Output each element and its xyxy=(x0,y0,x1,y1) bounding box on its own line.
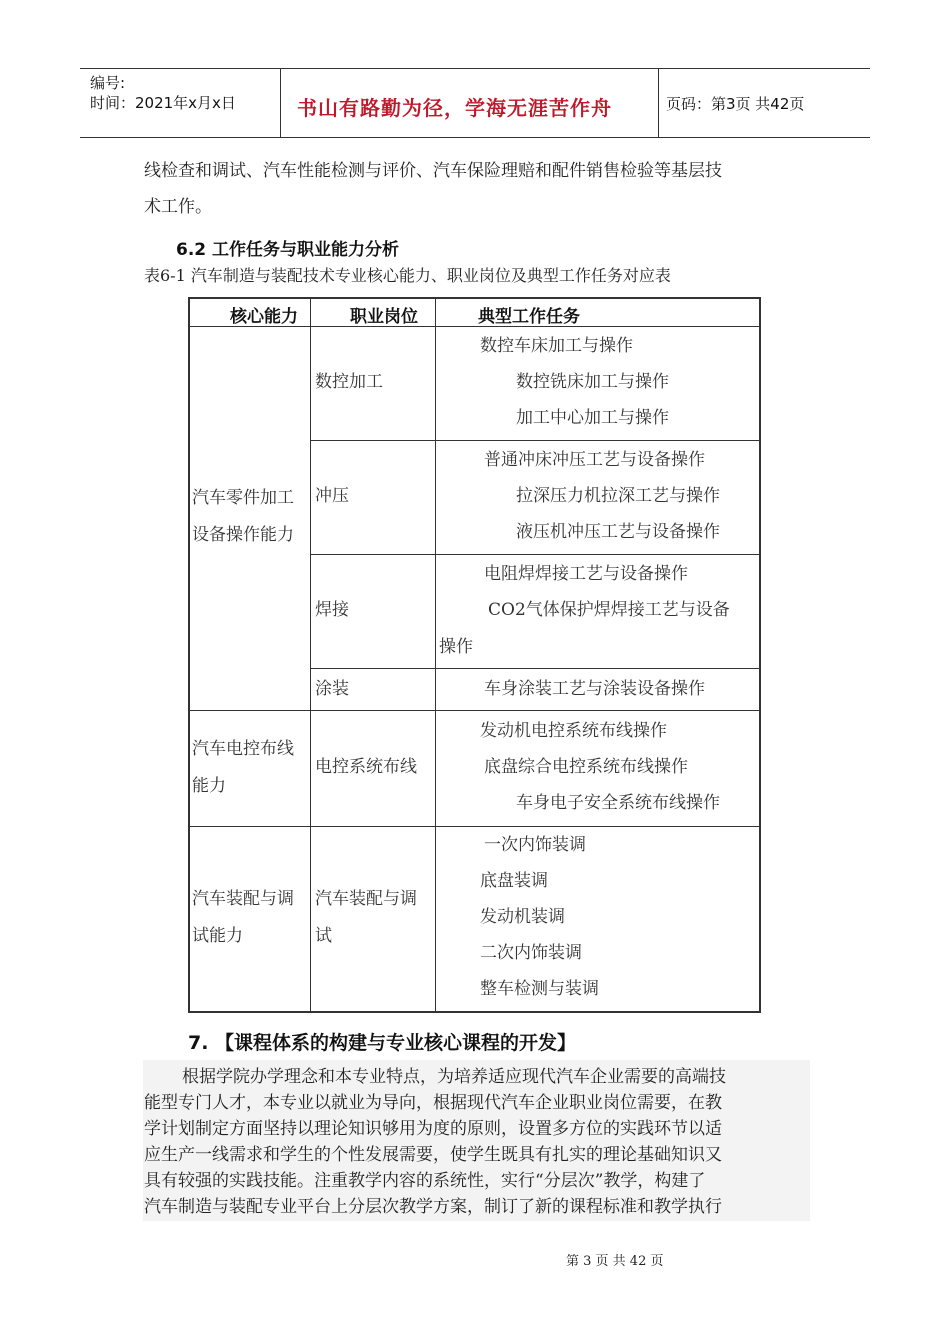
intro-line-2: 术工作。 xyxy=(144,197,212,217)
task-item: 车身涂装工艺与涂装设备操作 xyxy=(484,679,705,699)
task-item: 数控车床加工与操作 xyxy=(480,336,633,356)
post-assembly-line-2: 试 xyxy=(315,926,332,946)
page-footer: 第 3 页 共 42 页 xyxy=(566,1254,664,1269)
para-line: 应生产一线需求和学生的个性发展需要，使学生既具有扎实的理论基础知识又 xyxy=(144,1145,722,1165)
para-line: 具有较强的实践技能。注重教学内容的系统性，实行“分层次”教学，构建了 xyxy=(144,1171,706,1191)
post-painting: 涂装 xyxy=(315,679,349,699)
task-item: 电阻焊焊接工艺与设备操作 xyxy=(484,564,688,584)
task-item: 车身电子安全系统布线操作 xyxy=(516,793,720,813)
task-item: 一次内饰装调 xyxy=(484,835,586,855)
task-item: 加工中心加工与操作 xyxy=(516,408,669,428)
header-core-ability: 核心能力 xyxy=(230,307,298,327)
task-item: 拉深压力机拉深工艺与操作 xyxy=(516,486,720,506)
header-post: 职业岗位 xyxy=(350,307,418,327)
post-cnc: 数控加工 xyxy=(315,372,383,392)
post-welding: 焊接 xyxy=(315,600,349,620)
header-task: 典型工作任务 xyxy=(478,307,580,327)
header-motto: 书山有路勤为径，学海无涯苦作舟 xyxy=(297,96,612,120)
ability-3-line-2: 试能力 xyxy=(192,926,243,946)
post-stamping: 冲压 xyxy=(315,486,349,506)
para-line: 汽车制造与装配专业平台上分层次教学方案，制订了新的课程标准和教学执行 xyxy=(144,1197,722,1217)
section-7-heading: 7. 【课程体系的构建与专业核心课程的开发】 xyxy=(188,1032,577,1054)
ability-2-line-2: 能力 xyxy=(192,776,226,796)
intro-line-1: 线检查和调试、汽车性能检测与评价、汽车保险理赔和配件销售检验等基层技 xyxy=(144,161,722,181)
para-line: 能型专门人才，本专业以就业为导向，根据现代汽车企业职业岗位需要，在教 xyxy=(144,1093,722,1113)
header-number-label: 编号: xyxy=(90,74,126,92)
table-caption: 表6-1 汽车制造与装配技术专业核心能力、职业岗位及典型工作任务对应表 xyxy=(144,266,671,285)
section-6-2-heading: 6.2 工作任务与职业能力分析 xyxy=(176,240,400,260)
task-item: 发动机电控系统布线操作 xyxy=(480,721,667,741)
task-item: CO2气体保护焊焊接工艺与设备 xyxy=(488,600,730,620)
ability-2-line-1: 汽车电控布线 xyxy=(192,739,294,759)
post-assembly-line-1: 汽车装配与调 xyxy=(315,889,417,909)
ability-1-line-1: 汽车零件加工 xyxy=(192,488,294,508)
ability-1-line-2: 设备操作能力 xyxy=(192,525,294,545)
task-item: 操作 xyxy=(439,637,473,657)
task-item: 发动机装调 xyxy=(480,907,565,927)
task-item: 底盘综合电控系统布线操作 xyxy=(484,757,688,777)
task-item: 二次内饰装调 xyxy=(480,943,582,963)
task-item: 液压机冲压工艺与设备操作 xyxy=(516,522,720,542)
header-page-label: 页码：第3页 共42页 xyxy=(666,95,805,113)
para-line: 学计划制定方面坚持以理论知识够用为度的原则，设置多方位的实践环节以适 xyxy=(144,1119,722,1139)
header-time-label: 时间：2021年x月x日 xyxy=(90,94,236,112)
task-item: 数控铣床加工与操作 xyxy=(516,372,669,392)
task-item: 底盘装调 xyxy=(480,871,548,891)
para-line: 根据学院办学理念和本专业特点，为培养适应现代汽车企业需要的高端技 xyxy=(182,1067,726,1087)
task-item: 整车检测与装调 xyxy=(480,979,599,999)
post-wiring: 电控系统布线 xyxy=(315,757,417,777)
task-item: 普通冲床冲压工艺与设备操作 xyxy=(484,450,705,470)
ability-3-line-1: 汽车装配与调 xyxy=(192,889,294,909)
